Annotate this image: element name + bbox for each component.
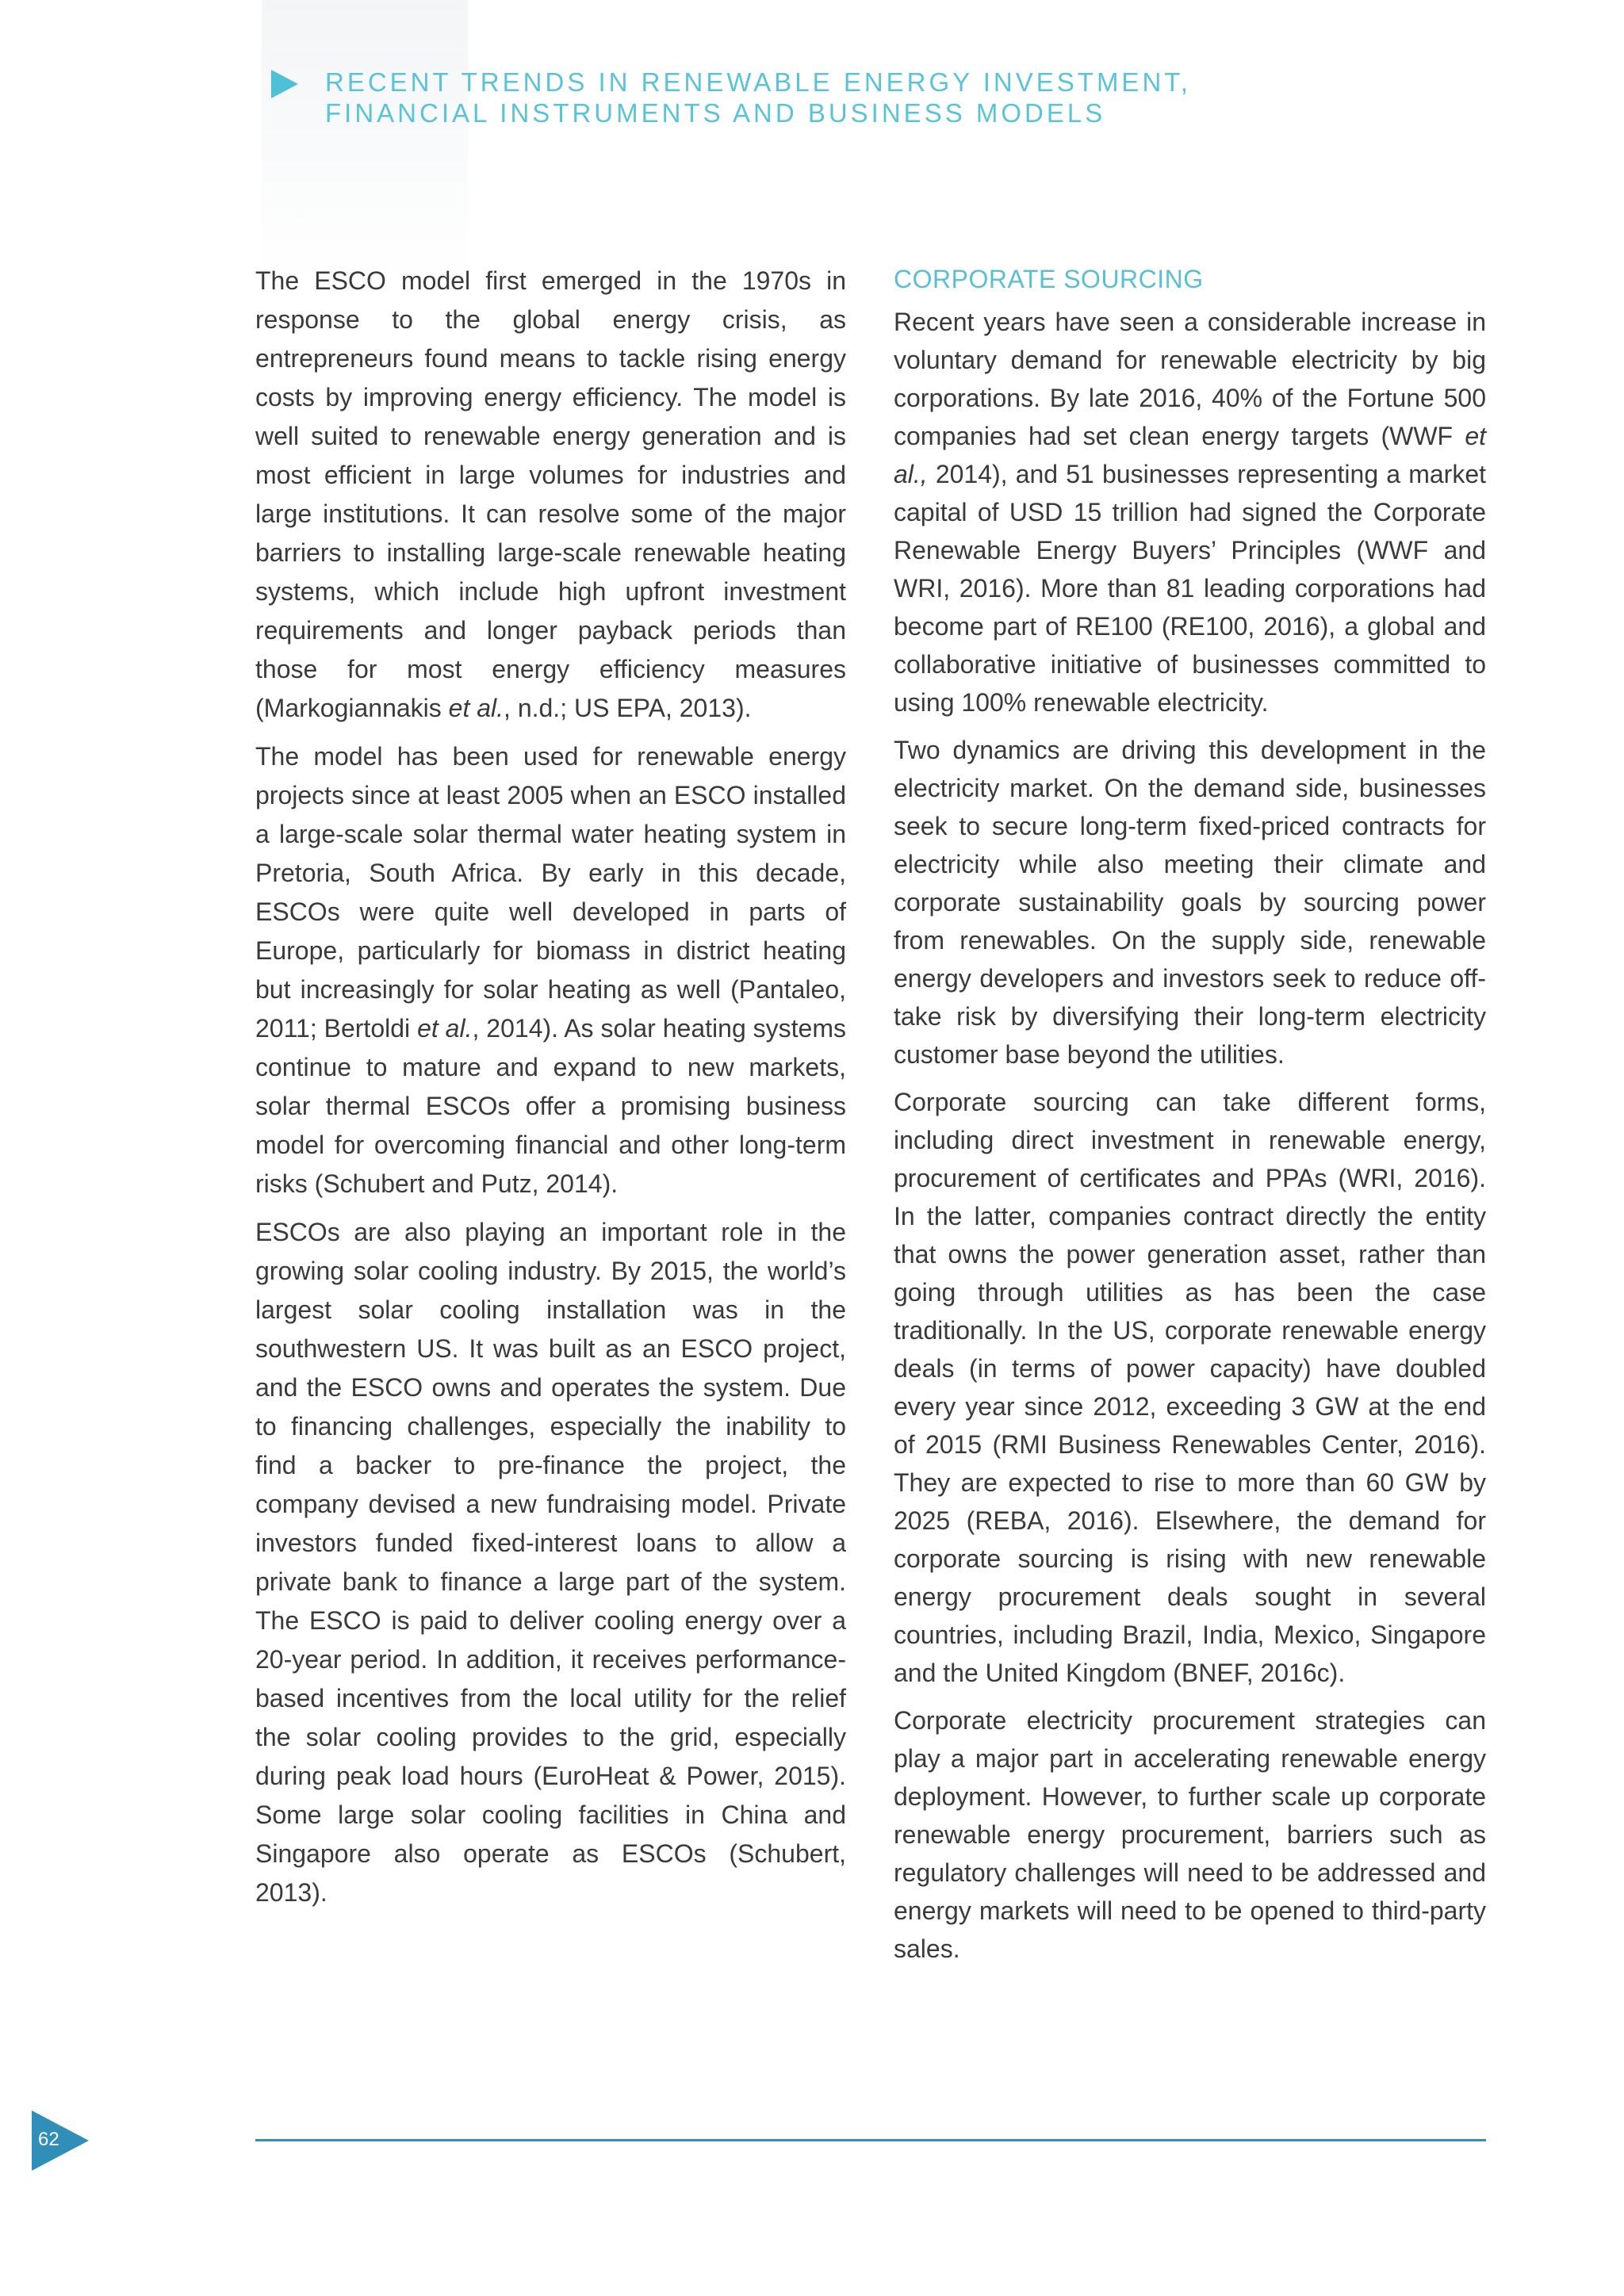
left-paragraph-3: ESCOs are also playing an important role in the growing solar cooling industry. By 2015, the world’s largest solar cooling installation was in the southwestern US. It was built as an ESCO project, and the ESCO owns and operates the system. Due to financing challenges, especially the inability to find a backer to pre-finance the project, the company devised a new fundraising model. Private investors funded fixed-interest loans to allow a private bank to finance a large part of the system. The ESCO is paid to deliver cooling energy over a 20-year period. In addition, it receives performance-based incentives from the local utility for the relief the solar cooling provides to the grid, especially during peak load hours (EuroHeat & Power, 2015). Some large solar cooling facilities in China and Singapore also operate as ESCOs (Schubert, 2013).	[255, 1218, 846, 1907]
right-column	[894, 262, 1486, 1977]
right-paragraph-2: Two dynamics are driving this development in the electricity market. On the demand side, businesses seek to secure long-term fixed-priced contracts for electricity while also meeting their climate and corporate sustainability goals by sourcing power from renewables. On the supply side, renewable energy developers and investors seek to reduce off-take risk by diversifying their long-term electricity customer base beyond the utilities.	[894, 736, 1486, 1069]
left-paragraph-2: The model has been used for renewable energy projects since at least 2005 when an ESCO installed a large-scale solar thermal water heating system in Pretoria, South Africa. By early in this decade, ESCOs were quite well developed in parts of Europe, particularly for biomass in district heating but increasingly for solar heating as well (Pantaleo, 2011; Bertoldi et al., 2014). As solar heating systems continue to mature and expand to new markets, solar thermal ESCOs offer a promising business model for overcoming financial and other long-term risks (Schubert and Putz, 2014).	[255, 742, 847, 1198]
right-paragraph-4: Corporate electricity procurement strategies can play a major part in accelerating renewable energy deployment. However, to further scale up corporate renewable energy procurement, barriers such as regulatory challenges will need to be addressed and energy markets will need to be opened to third-party sales.	[894, 1706, 1486, 1963]
header-triangle-icon	[271, 70, 298, 98]
running-header	[325, 67, 1435, 128]
page-number: 62	[38, 2129, 59, 2150]
left-column	[255, 262, 846, 1922]
left-paragraph-1: The ESCO model first emerged in the 1970s in response to the global energy crisis, as entrepreneurs found means to tackle rising energy costs by improving energy efficiency. The model is well suited to renewable energy generation and is most efficient in large volumes for industries and large institutions. It can resolve some of the major barriers to installing large-scale renewable heating systems, which include high upfront investment requirements and longer payback periods than those for most energy efficiency measures (Markogiannakis et al., n.d.; US EPA, 2013).	[255, 266, 846, 722]
footer-rule	[255, 2139, 1486, 2141]
section-heading: CORPORATE SOURCING	[894, 265, 1204, 293]
right-paragraph-3: Corporate sourcing can take different forms, including direct investment in renewable energy, procurement of certificates and PPAs (WRI, 2016). In the latter, companies contract directly the entity that owns the power generation asset, rather than going through utilities as has been the case traditionally. In the US, corporate renewable energy deals (in terms of power capacity) have doubled every year since 2012, exceeding 3 GW at the end of 2015 (RMI Business Renewables Center, 2016). They are expected to rise to more than 60 GW by 2025 (REBA, 2016). Elsewhere, the demand for corporate sourcing is rising with new renewable energy procurement deals sought in several countries, including Brazil, India, Mexico, Singapore and the United Kingdom (BNEF, 2016c).	[894, 1088, 1486, 1687]
header-shade	[262, 0, 468, 285]
running-header-line-1: RECENT TRENDS IN RENEWABLE ENERGY INVESTMENT,	[325, 67, 1191, 97]
right-paragraph-1: Recent years have seen a considerable increase in voluntary demand for renewable electricity by big corporations. By late 2016, 40% of the Fortune 500 companies had set clean energy targets (WWF et al., 2014), and 51 businesses representing a market capital of USD 15 trillion had signed the Corporate Renewable Energy Buyers’ Principles (WWF and WRI, 2016). More than 81 leading corporations had become part of RE100 (RE100, 2016), a global and collaborative initiative of businesses committed to using 100% renewable electricity.	[894, 308, 1486, 717]
running-header-line-2: FINANCIAL INSTRUMENTS AND BUSINESS MODELS	[325, 98, 1106, 128]
